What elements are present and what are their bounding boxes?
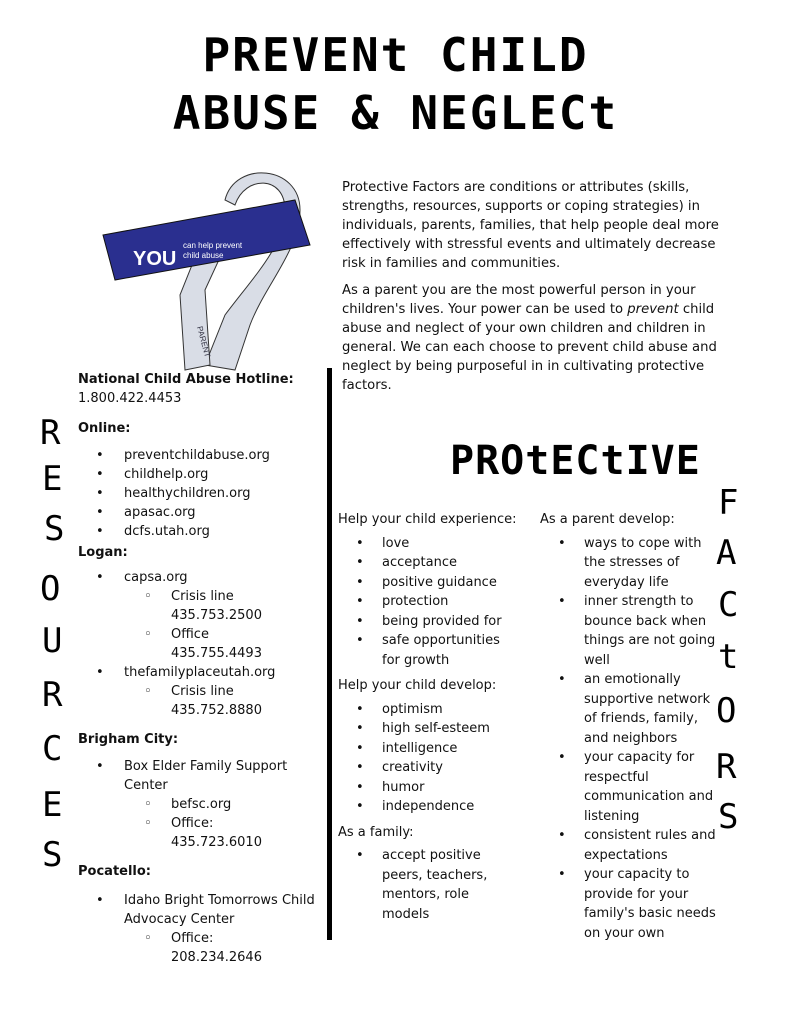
idaho-bright-org: • Idaho Bright Tomorrows Child Advocacy Center xyxy=(78,891,318,929)
hotline-number: 1.800.422.4453 xyxy=(78,391,182,406)
list-item: • acceptance xyxy=(338,553,518,573)
factors-letter: F xyxy=(718,483,739,523)
experience-list xyxy=(338,534,518,671)
title-line-2: ABUSE & NEGLECt xyxy=(172,86,619,140)
list-item: • creativity xyxy=(338,758,518,778)
office-label: ◦ Office: xyxy=(78,929,318,948)
capsa-crisis-number: 435.753.2500 xyxy=(171,608,262,623)
online-link[interactable]: • apasac.org xyxy=(78,503,318,522)
capsa-link[interactable]: • capsa.org xyxy=(78,568,318,587)
list-item: • positive guidance xyxy=(338,573,518,593)
factors-letter: R xyxy=(716,747,737,787)
list-item: • optimism xyxy=(338,700,518,720)
intro-paragraph-2: As a parent you are the most powerful person in your children's lives. Your power can be used to prevent child abuse and neglect of your own children and children in general. We can each choose to prevent child abuse and neglect by being purposeful in in cultivating protective factors. xyxy=(342,283,717,393)
crisis-line-label: ◦ Crisis line xyxy=(78,682,318,701)
list-item: • accept positive peers, teachers, mentors, role models xyxy=(338,846,518,924)
list-item: • consistent rules and expectations xyxy=(540,826,720,865)
hotline-label: National Child Abuse Hotline: xyxy=(78,372,294,387)
vertical-divider xyxy=(327,368,332,940)
list-item: • love xyxy=(338,534,518,554)
parent-list xyxy=(540,534,720,944)
develop-list xyxy=(338,700,518,817)
brigham-list xyxy=(78,757,318,852)
ribbon-tagline-2: child abuse xyxy=(183,251,224,260)
parent-heading: As a parent develop: xyxy=(540,512,675,527)
family-list xyxy=(338,846,518,924)
list-item: • protection xyxy=(338,592,518,612)
factors-letter: A xyxy=(716,533,737,573)
awareness-ribbon-image xyxy=(85,165,325,375)
develop-heading: Help your child develop: xyxy=(338,678,497,693)
factors-letter: O xyxy=(716,691,737,731)
online-link[interactable]: • childhelp.org xyxy=(78,465,318,484)
factors-letter: C xyxy=(718,585,739,625)
child-factors-column xyxy=(338,510,518,930)
list-item: • inner strength to bounce back when things are not going well xyxy=(540,592,720,670)
resources-letter: U xyxy=(42,621,63,661)
familyplace-link[interactable]: • thefamilyplaceutah.org xyxy=(78,663,318,682)
parent-factors-column xyxy=(540,510,720,949)
list-item: • humor xyxy=(338,778,518,798)
list-item: • an emotionally supportive network of friends, family, and neighbors xyxy=(540,670,720,748)
pocatello-label: Pocatello: xyxy=(78,864,152,879)
list-item: • being provided for xyxy=(338,612,518,632)
family-heading: As a family: xyxy=(338,824,414,840)
list-item: • ways to cope with the stresses of everyday life xyxy=(540,534,720,593)
resources-letter: C xyxy=(42,729,63,769)
idaho-office-number: 208.234.2646 xyxy=(171,950,262,965)
pocatello-list xyxy=(78,891,318,967)
online-label: Online: xyxy=(78,421,131,436)
familyplace-crisis-number: 435.752.8880 xyxy=(171,703,262,718)
online-link[interactable]: • healthychildren.org xyxy=(78,484,318,503)
resources-letter: E xyxy=(42,459,63,499)
crisis-line-label: ◦ Crisis line xyxy=(78,587,318,606)
factors-letter: S xyxy=(718,797,739,837)
online-link[interactable]: • preventchildabuse.org xyxy=(78,446,318,465)
ribbon-parent-text: PARENT xyxy=(195,325,213,359)
box-elder-org: • Box Elder Family Support Center xyxy=(78,757,318,795)
factors-letter: t xyxy=(718,637,739,677)
befsc-office-number: 435.723.6010 xyxy=(171,835,262,850)
resources-letter: E xyxy=(42,785,63,825)
logan-label: Logan: xyxy=(78,545,128,560)
resources-list xyxy=(78,370,318,967)
online-link[interactable]: • dcfs.utah.org xyxy=(78,522,318,541)
office-label: ◦ Office: xyxy=(78,814,318,833)
list-item: • high self-esteem xyxy=(338,719,518,739)
resources-letter: R xyxy=(40,413,61,453)
experience-heading: Help your child experience: xyxy=(338,512,517,527)
list-item: • your capacity to provide for your family's basic needs on your own xyxy=(540,865,720,943)
resources-letter: O xyxy=(40,569,61,609)
logan-list xyxy=(78,568,318,720)
resources-letter: S xyxy=(42,835,63,875)
prevent-emphasis: prevent xyxy=(627,302,679,317)
befsc-link[interactable]: ◦ befsc.org xyxy=(78,795,318,814)
title-line-1: PREVENt CHILD xyxy=(202,28,589,82)
list-item: • independence xyxy=(338,797,518,817)
list-item: • intelligence xyxy=(338,739,518,759)
resources-letter: R xyxy=(42,675,63,715)
protective-heading: PROtECtIVE xyxy=(450,438,701,484)
office-label: ◦ Office xyxy=(78,625,318,644)
resources-letter: S xyxy=(44,509,65,549)
list-item: • safe opportunities for growth xyxy=(338,631,518,670)
brigham-label: Brigham City: xyxy=(78,732,179,747)
online-list xyxy=(78,446,318,541)
ribbon-you-text: YOU xyxy=(133,248,177,270)
capsa-office-number: 435.755.4493 xyxy=(171,646,262,661)
intro-paragraph-1: Protective Factors are conditions or attributes (skills, strengths, resources, supports or coping strategies) in individuals, parents, families, that help people deal more effectively with stressful events and ultimately decrease risk in families and communities. xyxy=(342,180,719,271)
ribbon-tagline-1: can help prevent xyxy=(183,241,243,250)
list-item: • your capacity for respectful communication and listening xyxy=(540,748,720,826)
